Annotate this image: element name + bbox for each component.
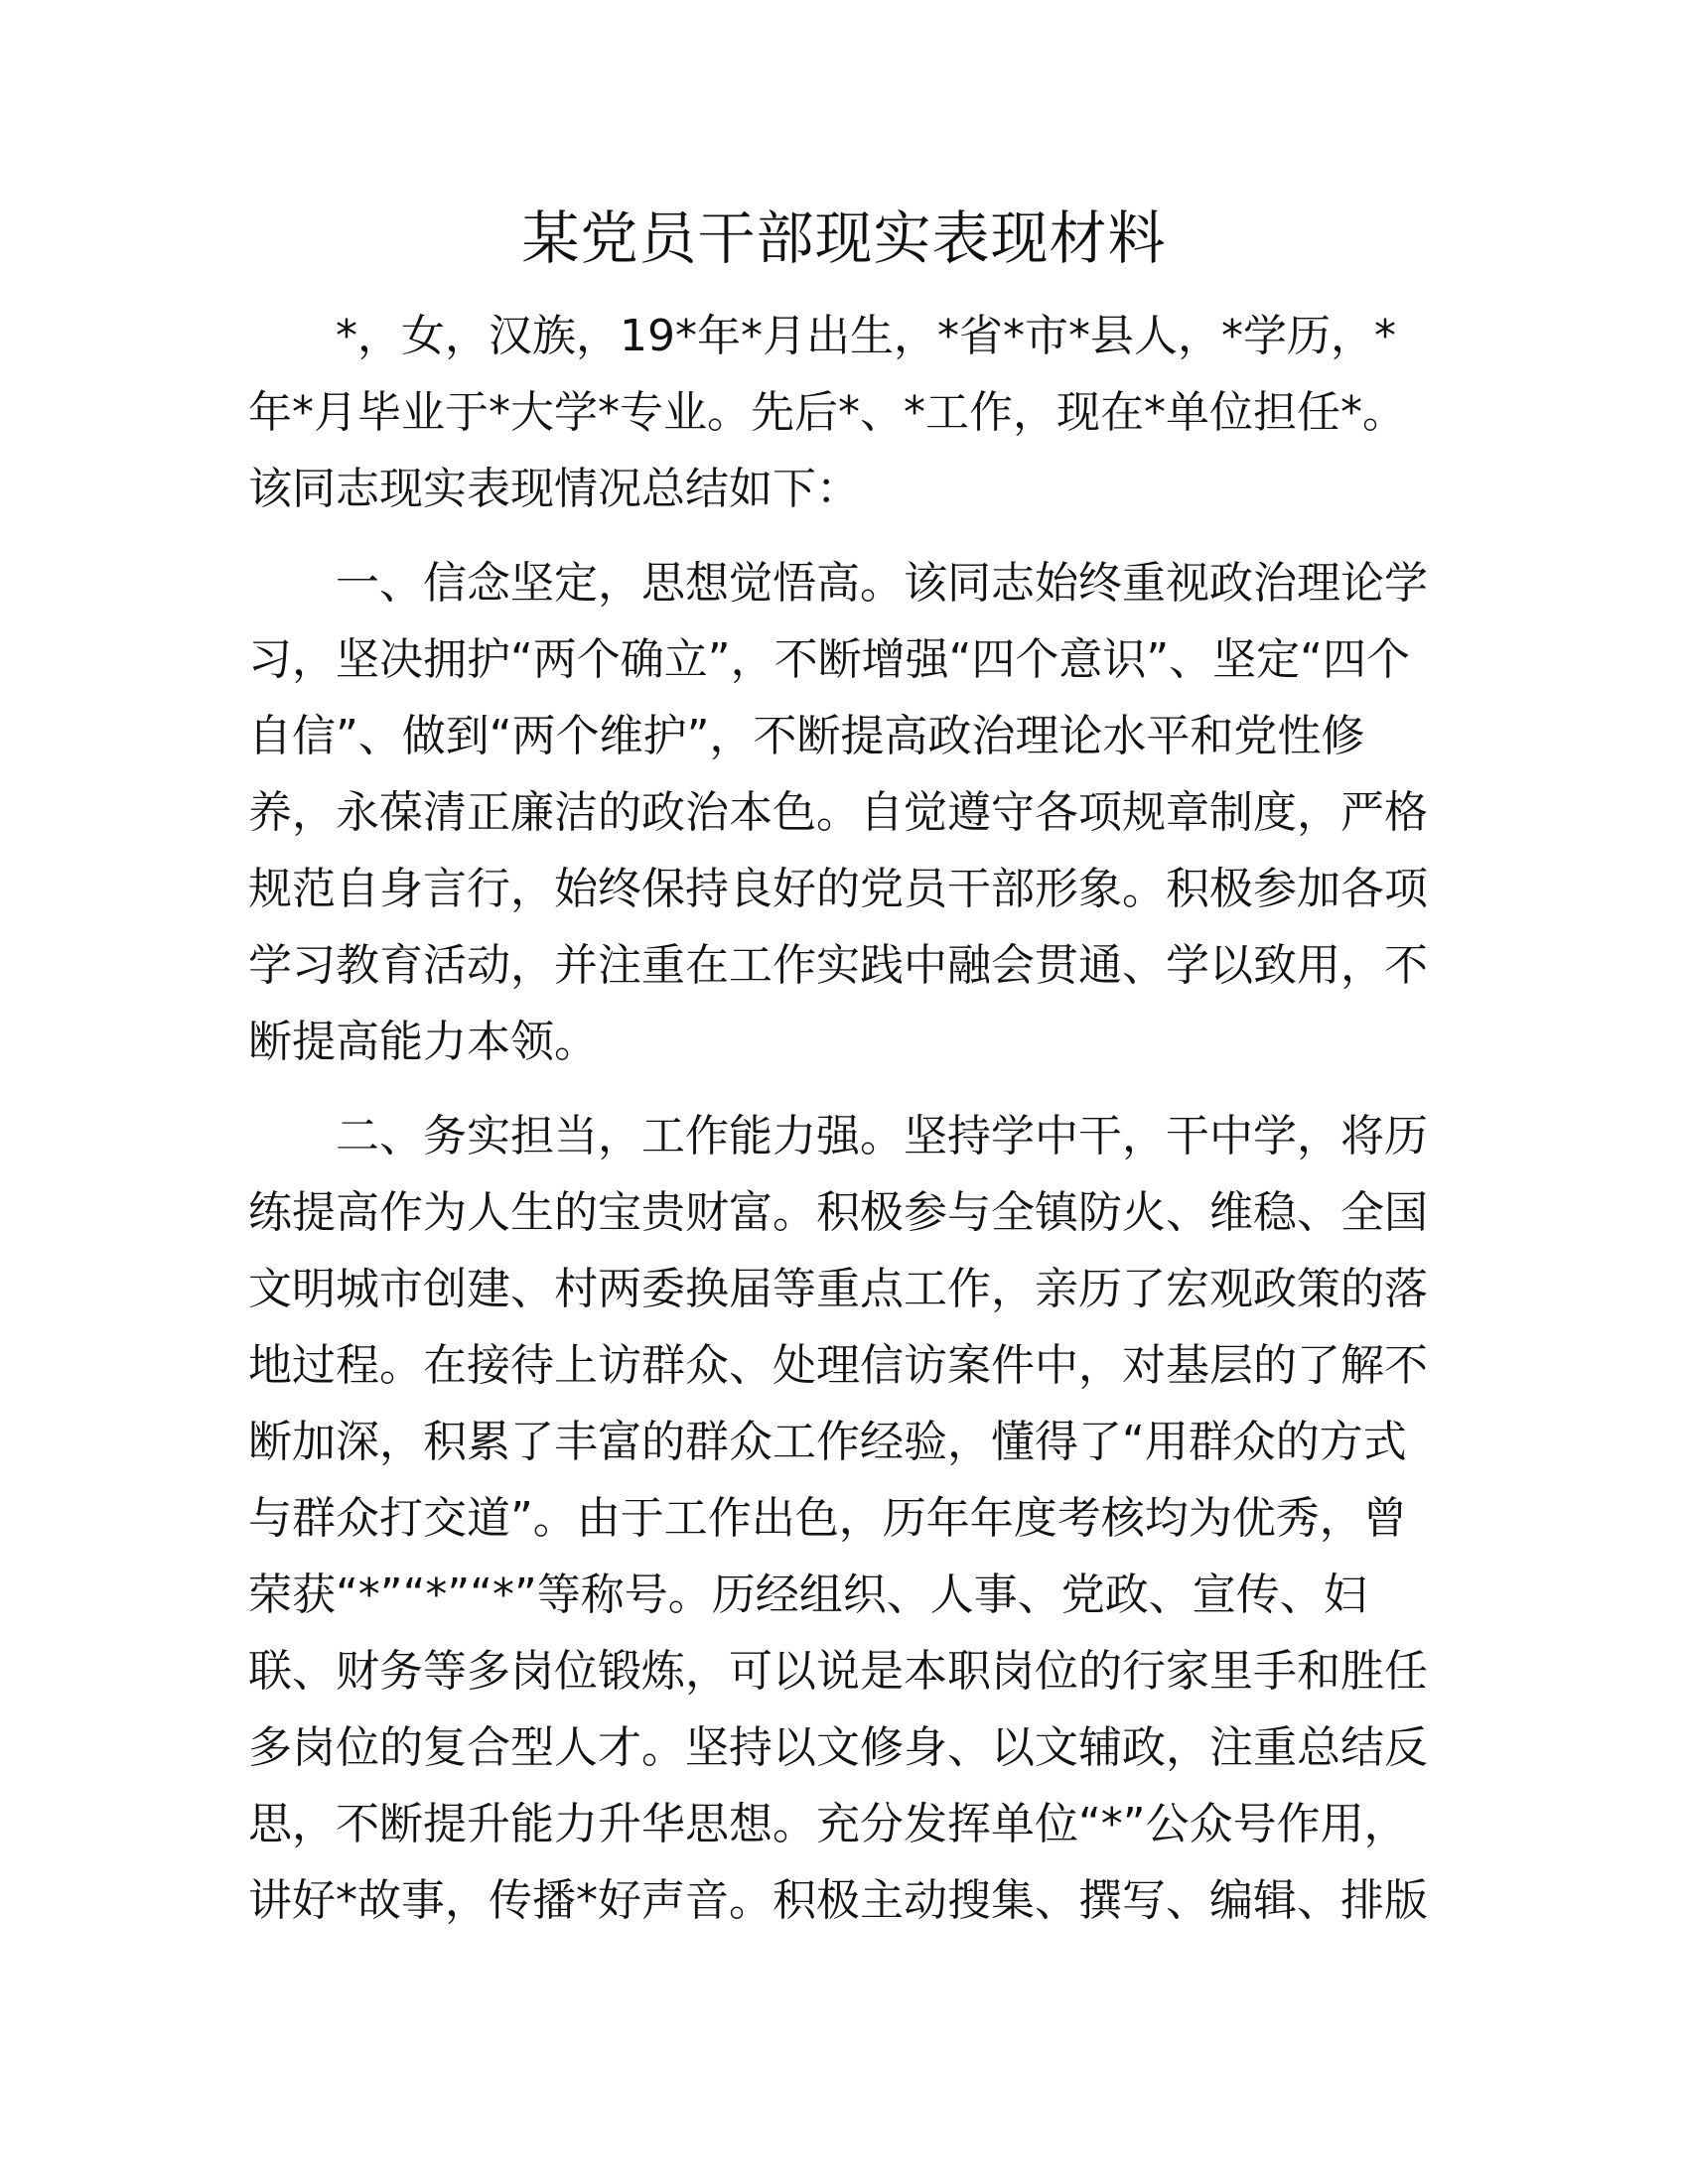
text-line: 一、信念坚定，思想觉悟高。该同志始终重视政治理论学	[336, 558, 1428, 609]
text-line: 断加深，积累了丰富的群众工作经验，懂得了“用群众的方式	[248, 1417, 1407, 1467]
text-line: 规范自身言行，始终保持良好的党员干部形象。积极参加各项	[248, 864, 1428, 914]
text-line: 自信”、做到“两个维护”，不断提高政治理论水平和党性修	[248, 711, 1365, 761]
text-line: 文明城市创建、村两委换届等重点工作，亲历了宏观政策的落	[248, 1264, 1428, 1314]
text-line: 荣获“*”“*”“*”等称号。历经组织、人事、党政、宣传、妇	[248, 1570, 1367, 1620]
document-body	[248, 298, 1440, 1957]
text-line: 习，坚决拥护“两个确立”，不断增强“四个意识”、坚定“四个	[248, 634, 1410, 685]
paragraph-intro	[248, 298, 1440, 527]
text-line: 地过程。在接待上访群众、处理信访案件中，对基层的了解不	[248, 1340, 1428, 1391]
text-line: 多岗位的复合型人才。坚持以文修身、以文辅政，注重总结反	[248, 1722, 1428, 1773]
text-line: 联、财务等多岗位锻炼，可以说是本职岗位的行家里手和胜任	[248, 1646, 1428, 1697]
text-line: *，女，汉族，19*年*月出生，*省*市*县人，*学历，*	[336, 311, 1396, 361]
text-line: 年*月毕业于*大学*专业。先后*、*工作，现在*单位担任*。	[248, 387, 1406, 438]
paragraph-section-2	[248, 1098, 1440, 1939]
text-line: 学习教育活动，并注重在工作实践中融会贯通、学以致用，不	[248, 940, 1428, 991]
text-line: 思，不断提升能力升华思想。充分发挥单位“*”公众号作用，	[248, 1799, 1408, 1849]
text-line: 断提高能力本领。	[248, 1017, 598, 1067]
text-line: 与群众打交道”。由于工作出色，历年年度考核均为优秀，曾	[248, 1493, 1407, 1544]
text-line: 讲好*故事，传播*好声音。积极主动搜集、撰写、编辑、排版	[248, 1875, 1428, 1926]
text-line: 该同志现实表现情况总结如下：	[248, 464, 860, 514]
text-line: 养，永葆清正廉洁的政治本色。自觉遵守各项规章制度，严格	[248, 787, 1428, 838]
paragraph-section-1	[248, 545, 1440, 1080]
text-line: 练提高作为人生的宝贵财富。积极参与全镇防火、维稳、全国	[248, 1187, 1428, 1238]
text-line: 二、务实担当，工作能力强。坚持学中干，干中学，将历	[336, 1111, 1428, 1161]
document-title: 某党员干部现实表现材料	[521, 205, 1167, 272]
